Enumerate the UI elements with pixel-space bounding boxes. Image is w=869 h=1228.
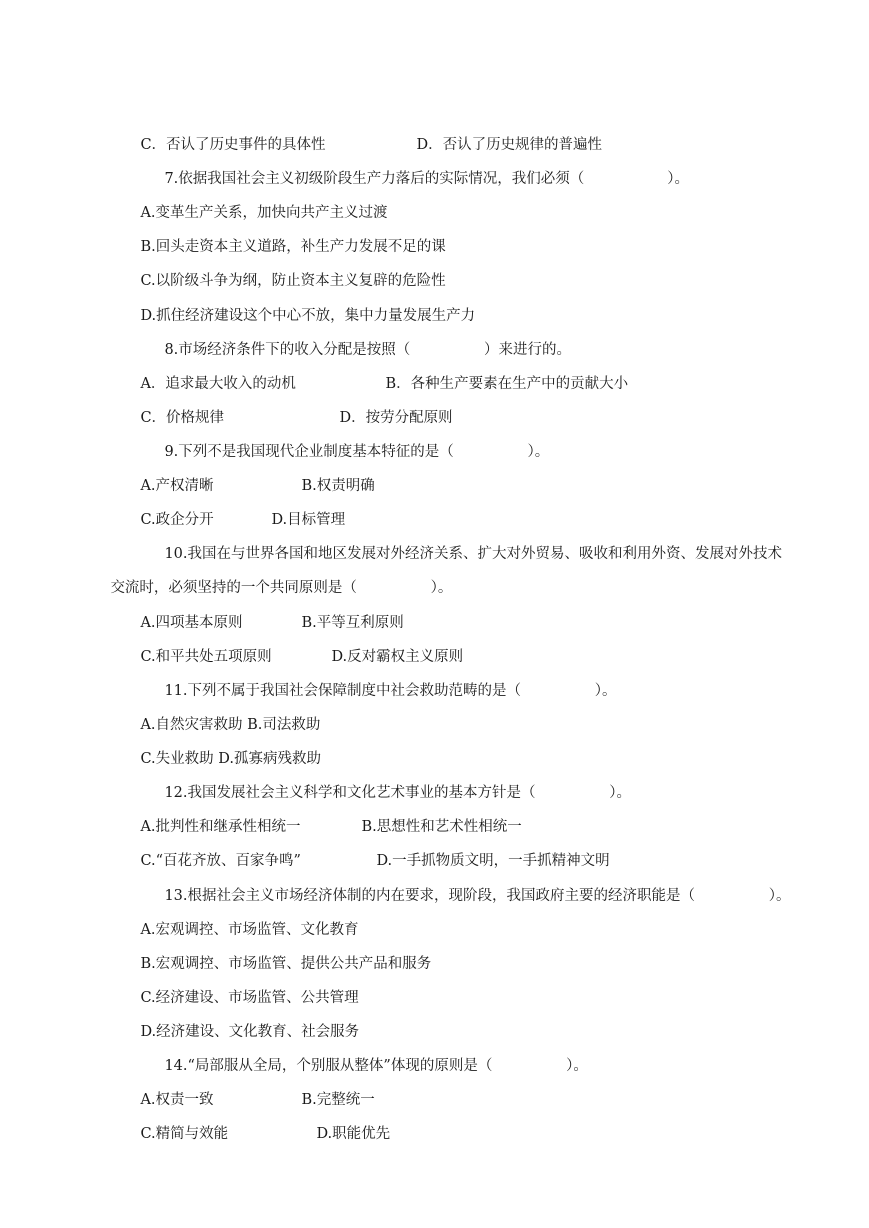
option-6c: C．否认了历史事件的具体性: [140, 137, 326, 153]
option-14b: B.完整统一: [301, 1092, 375, 1108]
option-line-8c-8d: [122, 382, 453, 426]
option-11cd: C.失业救助 D.孤寡病残救助: [140, 751, 321, 767]
question-12: [146, 757, 631, 801]
option-line-12c-12d: [122, 825, 610, 869]
question-7: [146, 143, 689, 187]
option-line-12a-12b: [122, 791, 522, 835]
option-7b: [122, 211, 446, 255]
option-line-10c-10d: [122, 621, 464, 665]
option-13a: [122, 894, 359, 938]
option-7c-text: C.以阶级斗争为纲，防止资本主义复辟的危险性: [140, 273, 446, 289]
option-10a: A.四项基本原则: [140, 615, 243, 631]
question-11-text: 11.下列不属于我国社会保障制度中社会救助范畴的是（ ）。: [164, 683, 617, 699]
option-line-14c-14d: [122, 1098, 391, 1142]
option-14a: A.权责一致: [140, 1092, 214, 1108]
option-13c: [122, 962, 359, 1006]
option-6d: D．否认了历史规律的普遍性: [416, 137, 603, 153]
option-8b: B．各种生产要素在生产中的贡献大小: [385, 376, 629, 392]
option-13d: [122, 996, 360, 1040]
question-9-text: 9.下列不是我国现代企业制度基本特征的是（ ）。: [164, 444, 550, 460]
option-line-11c-11d: [122, 723, 321, 767]
option-13d-text: D.经济建设、文化教育、社会服务: [140, 1024, 360, 1040]
question-9: [146, 416, 550, 460]
option-9c: C.政企分开: [140, 512, 214, 528]
option-7c: [122, 245, 446, 289]
option-13b: [122, 928, 432, 972]
option-12c: C.“百花齐放、百家争鸣”: [140, 853, 301, 869]
question-12-text: 12.我国发展社会主义科学和文化艺术事业的基本方针是（ ）。: [164, 785, 631, 801]
option-14c: C.精简与效能: [140, 1126, 229, 1142]
question-10-text-2: 交流时，必须坚持的一个共同原则是（ ）。: [110, 580, 453, 596]
option-8d: D．按劳分配原则: [339, 410, 453, 426]
option-12a: A.批判性和继承性相统一: [140, 819, 301, 835]
option-13a-text: A.宏观调控、市场监管、文化教育: [140, 922, 359, 938]
question-14-text: 14.“局部服从全局，个别服从整体”体现的原则是（ ）。: [164, 1058, 588, 1074]
question-10-line-2: [92, 552, 453, 596]
option-line-9c-9d: [122, 484, 346, 528]
option-line-11a-11b: [122, 689, 321, 733]
question-14: [146, 1030, 588, 1074]
option-7d: [122, 280, 476, 324]
option-10b: B.平等互利原则: [301, 615, 404, 631]
option-13c-text: C.经济建设、市场监管、公共管理: [140, 990, 359, 1006]
option-line-6c-6d: [122, 109, 603, 153]
question-10-line-1: [146, 518, 782, 562]
option-12d: D.一手抓物质文明，一手抓精神文明: [376, 853, 610, 869]
question-7-text: 7.依据我国社会主义初级阶段生产力落后的实际情况，我们必须（ ）。: [164, 171, 689, 187]
option-13b-text: B.宏观调控、市场监管、提供公共产品和服务: [140, 956, 432, 972]
option-line-10a-10b: [122, 587, 404, 631]
option-line-8a-8b: [122, 348, 629, 392]
option-12b: B.思想性和艺术性相统一: [361, 819, 522, 835]
option-9b: B.权责明确: [301, 478, 375, 494]
option-line-9a-9b: [122, 450, 375, 494]
option-7a: [122, 177, 388, 221]
option-14d: D.职能优先: [316, 1126, 391, 1142]
question-8: [146, 314, 572, 358]
option-8a: A．追求最大收入的动机: [140, 376, 296, 392]
option-8c: C．价格规律: [140, 410, 225, 426]
option-10c: C.和平共处五项原则: [140, 649, 272, 665]
question-11: [146, 655, 617, 699]
option-line-14a-14b: [122, 1064, 375, 1108]
option-9d: D.目标管理: [271, 512, 346, 528]
question-8-text: 8.市场经济条件下的收入分配是按照（ ）来进行的。: [164, 342, 572, 358]
option-9a: A.产权清晰: [140, 478, 214, 494]
option-7a-text: A.变革生产关系，加快向共产主义过渡: [140, 205, 388, 221]
option-11ab: A.自然灾害救助 B.司法救助: [140, 717, 321, 733]
question-13: [146, 860, 791, 904]
option-7d-text: D.抓住经济建设这个中心不放，集中力量发展生产力: [140, 308, 476, 324]
question-13-text: 13.根据社会主义市场经济体制的内在要求，现阶段，我国政府主要的经济职能是（ ）。: [164, 888, 791, 904]
option-10d: D.反对霸权主义原则: [331, 649, 464, 665]
question-10-text-1: 10.我国在与世界各国和地区发展对外经济关系、扩大对外贸易、吸收和利用外资、发展对外技术: [164, 546, 782, 562]
option-7b-text: B.回头走资本主义道路，补生产力发展不足的课: [140, 239, 446, 255]
